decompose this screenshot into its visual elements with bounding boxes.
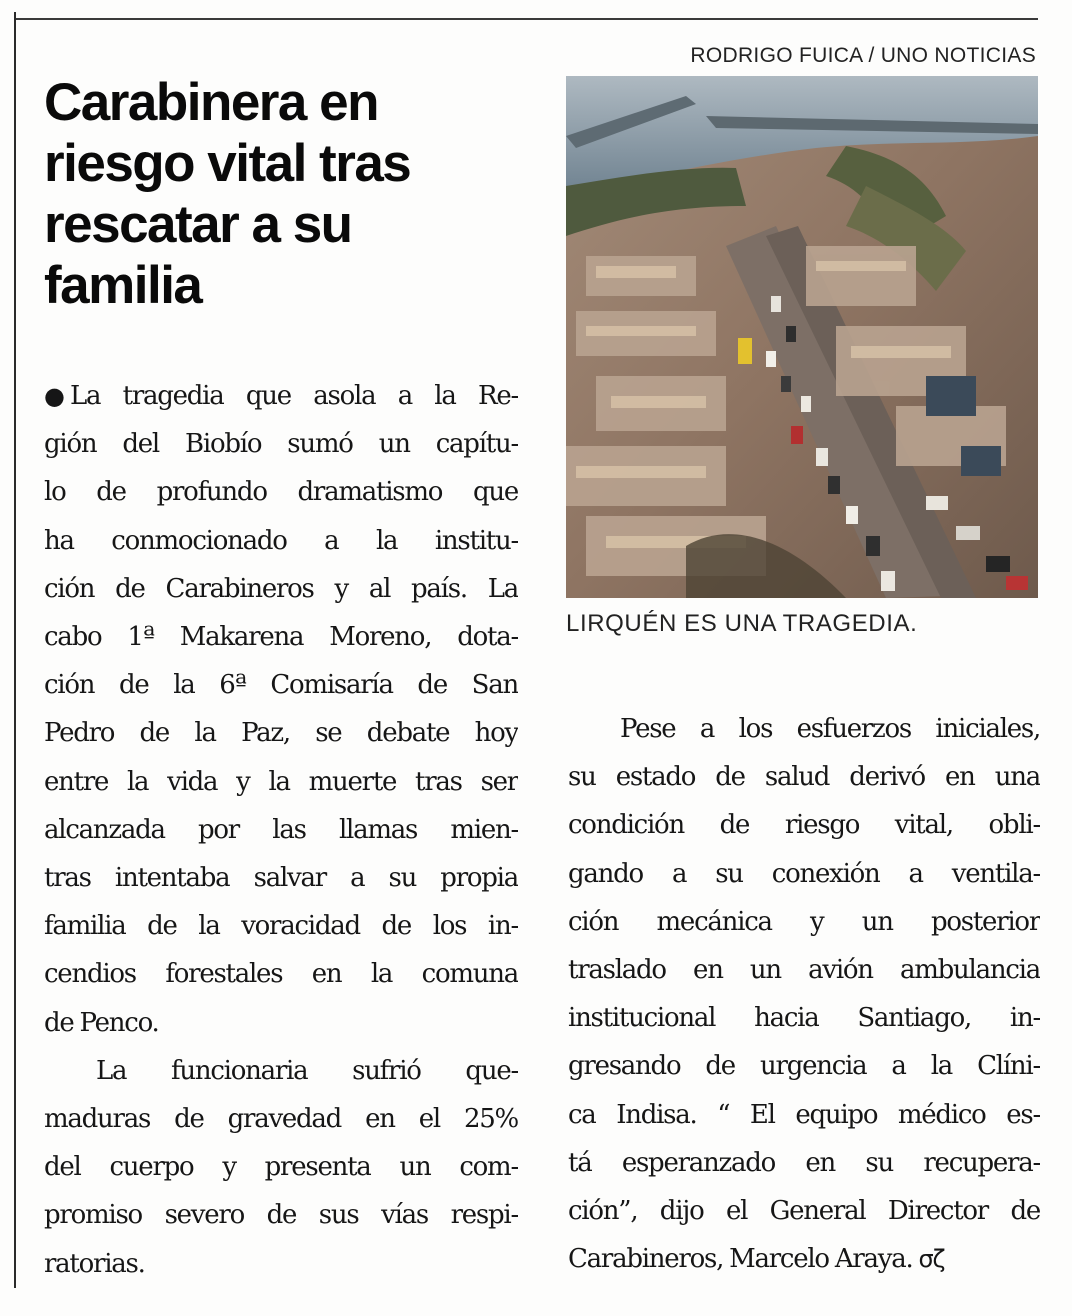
- text-line: maduras de gravedad en el 25%: [44, 1104, 518, 1135]
- text-line: ción”, dijo el General Director de: [568, 1196, 1040, 1227]
- text-line: familia de la voracidad de los in-: [44, 911, 518, 942]
- headline-line: rescatar a su: [44, 195, 352, 254]
- text-line: Pese a los esfuerzos iniciales,: [620, 714, 1040, 744]
- text-run: La tragedia que asola a la Re-: [70, 381, 518, 411]
- text-line: [568, 1235, 1040, 1283]
- aerial-photo: [566, 76, 1038, 598]
- headline-line: Carabinera en: [44, 73, 378, 132]
- text-line: tras intentaba salvar a su propia: [44, 863, 518, 894]
- text-line: [44, 372, 518, 420]
- top-rule: [16, 18, 1038, 20]
- photo-caption: LIRQUÉN ES UNA TRAGEDIA.: [566, 610, 918, 637]
- text-line: gresando de urgencia a la Clíni-: [568, 1051, 1040, 1082]
- text-line: entre la vida y la muerte tras ser: [44, 766, 518, 797]
- end-mark-icon: σζ: [918, 1245, 945, 1274]
- text-line: de Penco.: [44, 1007, 159, 1038]
- text-line: su estado de salud derivó en una: [568, 762, 1040, 793]
- article-body-right: [568, 705, 1040, 1283]
- text-line: del cuerpo y presenta un com-: [44, 1152, 518, 1183]
- text-line: alcanzada por las llamas mien-: [44, 814, 518, 845]
- aerial-photo-illustration: [566, 76, 1038, 598]
- article-body-left: [44, 372, 518, 1288]
- text-line: cabo 1ª Makarena Moreno, dota-: [44, 622, 518, 653]
- bullet-icon: ●: [44, 382, 64, 410]
- text-line: ción de Carabineros y al país. La: [44, 573, 518, 604]
- text-line: tá esperanzado en su recupera-: [568, 1147, 1040, 1178]
- text-line: La funcionaria sufrió que-: [96, 1055, 518, 1086]
- text-line: traslado en un avión ambulancia: [568, 955, 1040, 986]
- text-line: lo de profundo dramatismo que: [44, 477, 518, 508]
- text-line: cendios forestales en la comuna: [44, 959, 518, 990]
- column-rule: [14, 12, 16, 1288]
- text-line: condición de riesgo vital, obli-: [568, 810, 1040, 841]
- text-run: Carabineros, Marcelo Araya.: [568, 1244, 913, 1275]
- headline: [44, 72, 514, 316]
- text-line: institucional hacia Santiago, in-: [568, 1003, 1040, 1034]
- text-line: ha conmocionado a la institu-: [44, 525, 518, 556]
- headline-line: familia: [44, 256, 202, 315]
- text-line: ción de la 6ª Comisaría de San: [44, 670, 518, 701]
- text-line: ción mecánica y un posterior: [568, 906, 1040, 937]
- text-line: ratorias.: [44, 1248, 145, 1279]
- text-line: Pedro de la Paz, se debate hoy: [44, 718, 518, 749]
- text-line: gando a su conexión a ventila-: [568, 858, 1040, 889]
- text-line: ca Indisa. “ El equipo médico es-: [568, 1099, 1040, 1130]
- text-line: promiso severo de sus vías respi-: [44, 1200, 518, 1231]
- text-line: gión del Biobío sumó un capítu-: [44, 429, 518, 460]
- photo-credit: RODRIGO FUICA / UNO NOTICIAS: [690, 44, 1036, 67]
- headline-line: riesgo vital tras: [44, 134, 411, 193]
